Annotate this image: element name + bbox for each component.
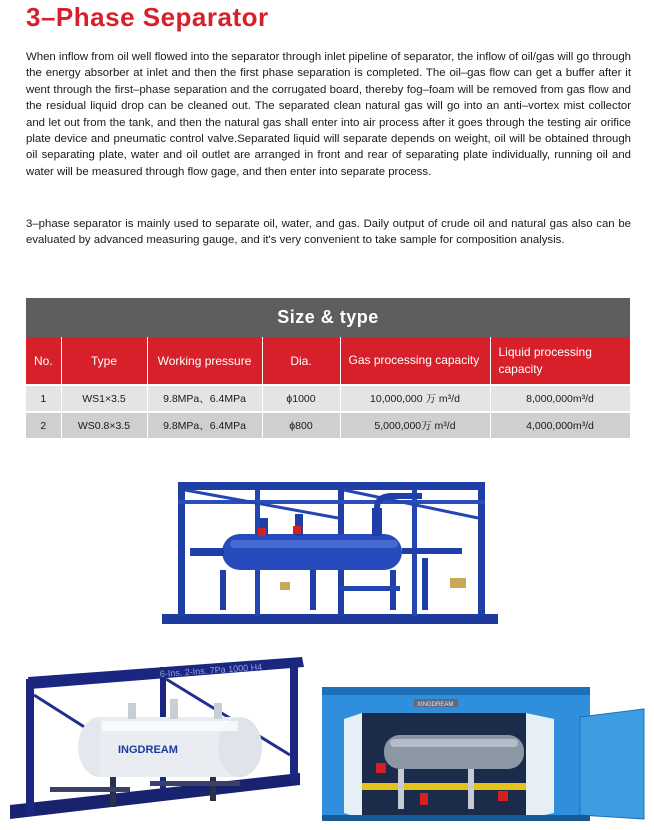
cell-pressure: 9.8MPa、6.4MPa [147,385,262,412]
table-row [26,412,630,438]
cell-dia: ϕ800 [262,412,340,438]
header-gas-capacity: Gas processing capacity [340,337,490,385]
separator-cabin-photo [318,683,648,825]
description-paragraph-1: When inflow from oil well flowed into the separator through inlet pipeline of separator, the inflow of oil/gas will go through the energy absorber at inlet and then the first phase separation is completed. The oil–gas flow can get a buffer after it went through the first–phase separation and the corrugated board, thereby fog–foam will be removed from gas flow and the residual liquid drop can be cleaned out. The separated clean natural gas will go into an anti–vortex mist collector and let out from the tank, and then the natural gas shall enter into air process after it goes through the testing air orifice plate device and pneumatic control valve.Separated liquid will separate depends on weight, oil will be obtained through oil separating plate, water and oil outlet are arranged in front and rear of separating plate individually, running oil and water will be measured through flow gage, and then enter into separate process. [26,51,631,178]
description-paragraph-2: 3–phase separator is mainly used to separate oil, water, and gas. Daily output of crude oil and natural gas also can be evaluated by advanced measuring gauge, and it's very convenient to take sample for composition analysis. [26,218,631,247]
header-type: Type [61,337,147,385]
header-liquid-capacity: Liquid processing capacity [490,337,630,385]
cell-gas-capacity: 10,000,000 万 m³/d [340,385,490,412]
nameplate-text: XINGDREAM [417,702,454,708]
vessel-logo-text: INGDREAM [118,744,178,756]
table-caption-row [26,298,630,337]
cell-no: 2 [26,412,61,438]
cell-type: WS1×3.5 [61,385,147,412]
cell-dia: ϕ1000 [262,385,340,412]
table-header-row [26,337,630,385]
size-type-table [26,298,631,438]
separator-white-vessel-photo [10,655,310,825]
table-caption: Size & type [26,298,630,337]
frame-label-text: 6-Ins. 2-Ins. 7Pa 1000 H4 [159,661,263,679]
header-dia: Dia. [262,337,340,385]
table-row [26,385,630,412]
header-no: No. [26,337,61,385]
cell-gas-capacity: 5,000,000万 m³/d [340,412,490,438]
cell-type: WS0.8×3.5 [61,412,147,438]
separator-skid-photo [160,478,500,628]
cell-liquid-capacity: 8,000,000m³/d [490,385,630,412]
cell-no: 1 [26,385,61,412]
cell-pressure: 9.8MPa、6.4MPa [147,412,262,438]
header-working-pressure: Working pressure [147,337,262,385]
cell-liquid-capacity: 4,000,000m³/d [490,412,630,438]
page-title: 3–Phase Separator [26,2,269,32]
